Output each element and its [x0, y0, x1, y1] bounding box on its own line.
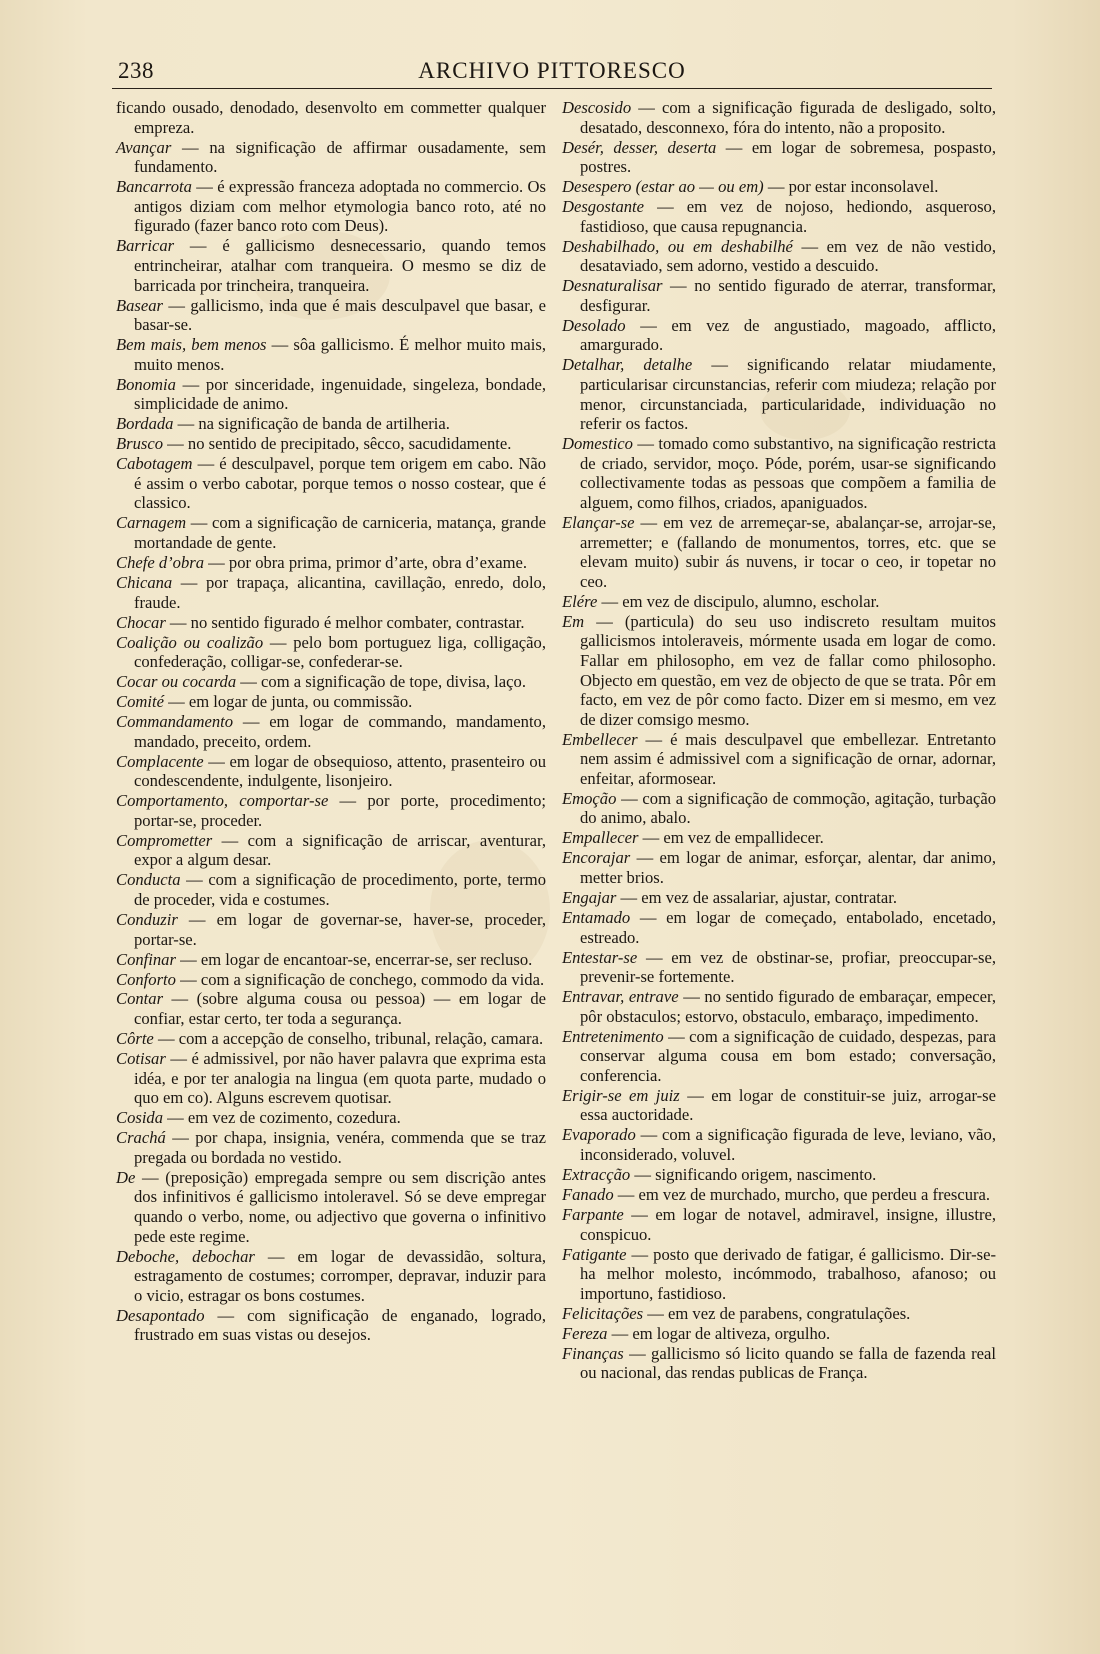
dictionary-entry — [562, 98, 996, 137]
dictionary-entry — [562, 138, 996, 177]
entry-term: Chefe d’obra — [116, 552, 205, 572]
entry-term: Empallecer — [562, 828, 639, 848]
entry-term: Embellecer — [562, 729, 638, 749]
entry-term: Cabotagem — [116, 454, 193, 474]
dictionary-entry — [116, 970, 546, 990]
entry-term: Encorajar — [562, 848, 631, 868]
entry-term: De — [116, 1167, 136, 1187]
header-rule — [112, 88, 992, 89]
entry-term: Comité — [116, 692, 164, 712]
dictionary-entry — [116, 672, 546, 692]
entry-definition: — por sinceridade, ingenuidade, singeleza, bondade, simplicidade de animo. — [134, 374, 546, 414]
entry-definition: — em vez de arremeçar-se, abalançar-se, arrojar-se, arremetter; e (fallando de monumentos, torres, etc. que se elevam muito) subir ás nuvens, ir tocar o ceo, ir topetar no ceo. — [580, 512, 996, 591]
entry-definition: — por estar inconsolavel. — [763, 177, 939, 197]
dictionary-entry — [116, 1306, 546, 1345]
entry-definition: — tomado como substantivo, na significação restricta de criado, servidor, moço. Póde, porém, usar-se significando collectivamente todas as pessoas que compõem a familia de alguem, como filhos, criados, apaniguados. — [580, 434, 996, 512]
entry-definition: — em vez de parabens, congratulações. — [643, 1303, 911, 1323]
entry-definition: — em logar de devassidão, soltura, estragamento de costumes; corromper, depravar, induzir para o vicio, estragar os bons costumes. — [134, 1246, 546, 1305]
entry-term: Erigir-se em juiz — [562, 1085, 680, 1105]
entry-term: Desér, desser, deserta — [562, 137, 717, 157]
entry-definition: — com a significação figurada de desligado, solto, desatado, desconnexo, fóra do intento, não a proposito. — [580, 98, 996, 137]
dictionary-entry — [116, 989, 546, 1028]
dictionary-entry — [116, 791, 546, 830]
entry-definition: — pelo bom portuguez liga, colligação, confederação, colligar-se, confederar-se. — [134, 632, 546, 672]
entry-term: Felicitações — [562, 1303, 644, 1323]
running-title: ARCHIVO PITTORESCO — [418, 58, 686, 83]
entry-definition: — em logar de altiveza, orgulho. — [607, 1323, 831, 1343]
dictionary-entry — [562, 612, 996, 730]
entry-term: Avançar — [116, 137, 172, 157]
entry-definition: — com a significação de carniceria, matança, grande mortandade de gente. — [134, 513, 546, 552]
entry-term: Crachá — [116, 1128, 166, 1148]
entry-definition: — é gallicismo desnecessario, quando temos entrincheirar, atalhar com tranqueira. O mesmo se diz de barricada por trincheira, tranqueira. — [134, 236, 546, 295]
entry-definition: — com significação de enganado, logrado, frustrado em suas vistas ou desejos. — [134, 1305, 546, 1345]
dictionary-entry — [562, 1205, 996, 1244]
entry-definition: — em vez de cozimento, cozedura. — [163, 1108, 401, 1128]
entry-definition: — em vez de empallidecer. — [638, 828, 824, 848]
entry-term: Descosido — [562, 98, 632, 117]
entry-term: Desolado — [562, 315, 626, 335]
entry-definition: — em logar de governar-se, haver-se, proceder, portar-se. — [134, 909, 546, 949]
entry-term: Entravar, entrave — [562, 987, 679, 1007]
entry-definition: — (preposição) empregada sempre ou sem discrição antes dos infinitivos é gallicismo intoleravel. Só se deve empregar quando o verbo, nome, ou adjectivo que governa o infinitivo pede este regime. — [134, 1167, 546, 1246]
entry-term: Conduzir — [116, 909, 178, 929]
entry-definition: — no sentido figurado de embaraçar, empecer, pôr obstaculos; estorvo, obstaculo, embaraço, impedimento. — [580, 987, 997, 1026]
entry-term: Chocar — [116, 612, 166, 632]
dictionary-entry — [562, 730, 996, 789]
entry-term: Basear — [116, 295, 164, 315]
entry-definition: — com a significação figurada de leve, leviano, vão, inconsiderado, voluvel. — [580, 1125, 996, 1165]
entry-term: Desespero (estar ao — ou em) — [562, 177, 764, 197]
entry-term: Entretenimento — [562, 1026, 664, 1046]
entry-term: Conducta — [116, 870, 181, 890]
entry-term: Fanado — [562, 1185, 614, 1205]
entry-definition: — em logar de começado, entabolado, encetado, estreado. — [580, 907, 996, 947]
dictionary-entry — [562, 1165, 996, 1185]
dictionary-entry — [562, 987, 996, 1026]
dictionary-entry — [562, 948, 996, 987]
dictionary-entry — [116, 375, 546, 414]
dictionary-entry — [562, 592, 996, 612]
dictionary-entry — [562, 1344, 996, 1383]
entry-definition: — com a significação de commoção, agitação, turbação do animo, abalo. — [580, 788, 996, 828]
dictionary-entry — [116, 573, 546, 612]
entry-definition: — sôa gallicismo. É melhor muito mais, muito menos. — [134, 335, 546, 374]
dictionary-entry — [116, 236, 546, 295]
entry-term: Elére — [562, 591, 598, 611]
entry-definition: — significando origem, nascimento. — [630, 1165, 877, 1185]
page-number: 238 — [118, 58, 154, 83]
entry-definition: — em logar de junta, ou commissão. — [163, 692, 413, 712]
left-column — [116, 98, 546, 1345]
dictionary-entry — [116, 335, 546, 374]
entry-definition: — em logar de animar, esforçar, alentar, dar animo, metter brios. — [580, 848, 996, 888]
dictionary-entry — [562, 1027, 996, 1086]
dictionary-entry — [116, 870, 546, 909]
entry-term: Finanças — [562, 1343, 624, 1363]
entry-term: Entestar-se — [562, 947, 638, 967]
dictionary-entry — [562, 513, 996, 591]
entry-term: Bordada — [116, 414, 174, 434]
dictionary-entry — [116, 1049, 546, 1108]
entry-term: Chicana — [116, 572, 173, 592]
dictionary-entry — [116, 613, 546, 633]
entry-definition: — é mais desculpavel que embellezar. Entretanto nem assim é admissivel com a significação de ornar, adornar, enfeitar, aformosear. — [580, 729, 996, 788]
entry-term: Desnaturalisar — [562, 276, 663, 296]
dictionary-entry — [562, 1086, 996, 1125]
entry-term: Brusco — [116, 434, 164, 454]
entry-term: Entamado — [562, 907, 631, 927]
entry-definition: — (particula) do seu uso indiscreto resultam muitos gallicismos intoleraveis, mórmente usada em logar de como. Fallar em philosopho, em vez de fallar como philosopho. Objecto em questão, em vez de objecto de que se trata. Pôr em facto, em vez de pôr como facto. Dizer em si mesmo, em vez de dizer comsigo mesmo. — [580, 611, 996, 729]
dictionary-entry — [116, 712, 546, 751]
dictionary-entry — [116, 910, 546, 949]
entry-term: Comportamento, comportar-se — [116, 791, 329, 811]
right-column — [562, 98, 996, 1383]
entry-definition: — no sentido de precipitado, sêcco, sacudidamente. — [163, 434, 512, 454]
entry-term: Desgostante — [562, 197, 645, 217]
dictionary-entry — [116, 633, 546, 672]
entry-definition: — em logar de commando, mandamento, mandado, preceito, ordem. — [134, 712, 546, 751]
entry-definition: — é expressão franceza adoptada no commercio. Os antigos diziam com melhor etymologia banco roto, até no figurado (fazer banco roto com Deus). — [134, 177, 546, 236]
entry-term: Comprometter — [116, 830, 213, 850]
dictionary-entry — [116, 950, 546, 970]
entry-definition: — é desculpavel, porque tem origem em cabo. Não é assim o verbo cabotar, porque temos o nosso costear, que é classico. — [134, 454, 546, 513]
entry-term: Coalição ou coalizão — [116, 632, 264, 652]
dictionary-entry — [116, 1128, 546, 1167]
entry-definition: — gallicismo, inda que é mais desculpavel que basar, e basar-se. — [134, 295, 546, 335]
entry-definition: — em vez de não vestido, desataviado, sem adorno, vestido a descuido. — [580, 236, 996, 276]
dictionary-entry — [116, 553, 546, 573]
entry-term: Domestico — [562, 434, 633, 454]
entry-definition: — em logar de encantoar-se, encerrar-se, ser recluso. — [175, 949, 533, 969]
entry-term: Bancarrota — [116, 177, 192, 197]
dictionary-entry — [116, 513, 546, 552]
entry-definition: — por trapaça, alicantina, cavillação, enredo, dolo, fraude. — [134, 572, 546, 612]
dictionary-entry — [116, 177, 546, 236]
dictionary-entry — [562, 848, 996, 887]
dictionary-entry — [116, 1108, 546, 1128]
entry-definition: ficando ousado, denodado, desenvolto em commetter qualquer empreza. — [116, 98, 546, 137]
dictionary-entry — [562, 177, 996, 197]
dictionary-entry — [116, 831, 546, 870]
entry-term: Confinar — [116, 949, 176, 969]
entry-definition: — com a accepção de conselho, tribunal, relação, camara. — [153, 1029, 544, 1049]
dictionary-entry — [562, 888, 996, 908]
dictionary-entry — [562, 1185, 996, 1205]
entry-definition: — significando relatar miudamente, particularisar circunstancias, referir com miudeza; relação por menor, circunstanciada, particularidade, individuação no referir os factos. — [580, 355, 996, 434]
entry-term: Conforto — [116, 969, 176, 989]
entry-definition: — em logar de constituir-se juiz, arrogar-se essa auctoridade. — [580, 1085, 996, 1125]
entry-definition: — em vez de murchado, murcho, que perdeu a frescura. — [613, 1185, 991, 1205]
entry-term: Cotisar — [116, 1049, 166, 1069]
dictionary-entry — [562, 1125, 996, 1164]
dictionary-entry — [116, 692, 546, 712]
entry-term: Extracção — [562, 1165, 631, 1185]
entry-term: Cosida — [116, 1108, 164, 1128]
entry-definition: — por chapa, insignia, venéra, commenda que se traz pregada ou bordada no vestido. — [134, 1128, 546, 1167]
entry-definition: — posto que derivado de fatigar, é gallicismo. Dir-se-ha melhor molesto, incómmodo, trabalhoso, afanoso; ou importuno, fastidioso. — [580, 1244, 996, 1303]
entry-definition: — com a significação de cuidado, despezas, para conservar alguma cousa em bom estado; conversação, conferencia. — [580, 1026, 996, 1085]
entry-definition: — em vez de nojoso, hediondo, asqueroso, fastidioso, que causa repugnancia. — [580, 197, 996, 236]
entry-definition: — em logar de sobremesa, pospasto, postres. — [580, 137, 996, 177]
entry-term: Bem mais, bem menos — [116, 335, 267, 355]
dictionary-entry — [116, 98, 546, 137]
dictionary-entry — [116, 1029, 546, 1049]
entry-definition: — (sobre alguma cousa ou pessoa) — em logar de confiar, estar certo, ter toda a segurança. — [134, 989, 546, 1029]
dictionary-entry — [562, 1245, 996, 1304]
entry-definition: — com a significação de procedimento, porte, termo de proceder, vida e costumes. — [134, 870, 546, 909]
entry-definition: — por porte, procedimento; portar-se, proceder. — [134, 791, 546, 830]
entry-definition: — no sentido figurado de aterrar, transformar, desfigurar. — [580, 276, 996, 315]
dictionary-entry — [116, 138, 546, 177]
entry-definition: — é admissivel, por não haver palavra que exprima esta idéa, e por ter analogia na lingua (em quota parte, mudado o quo em co). Alguns escrevem quotisar. — [134, 1049, 546, 1108]
dictionary-entry — [562, 828, 996, 848]
entry-definition: — em vez de obstinar-se, profiar, preoccupar-se, prevenir-se fortemente. — [580, 947, 996, 987]
dictionary-entry — [562, 908, 996, 947]
entry-definition: — em vez de assalariar, ajustar, contratar. — [616, 888, 898, 907]
entry-definition: — em vez de angustiado, magoado, afflicto, amargurado. — [580, 315, 996, 355]
dictionary-entry — [562, 1304, 996, 1324]
dictionary-entry — [116, 752, 546, 791]
entry-term: Contar — [116, 989, 164, 1009]
dictionary-entry — [562, 197, 996, 236]
entry-term: Evaporado — [562, 1125, 636, 1145]
entry-term: Deshabilhado, ou em deshabilhé — [562, 236, 793, 256]
dictionary-entry — [562, 237, 996, 276]
dictionary-entry — [562, 355, 996, 433]
entry-term: Emoção — [562, 788, 617, 808]
entry-term: Cocar ou cocarda — [116, 672, 237, 692]
dictionary-entry — [562, 789, 996, 828]
entry-definition: — na significação de affirmar ousadamente, sem fundamento. — [134, 137, 546, 177]
entry-term: Complacente — [116, 751, 204, 771]
dictionary-entry — [116, 454, 546, 513]
entry-definition: — por obra prima, primor d’arte, obra d’exame. — [204, 552, 528, 572]
dictionary-entry — [562, 434, 996, 512]
entry-term: Fatigante — [562, 1244, 627, 1264]
entry-definition: — em vez de discipulo, alumno, escholar. — [597, 591, 880, 611]
entry-term: Carnagem — [116, 513, 187, 533]
dictionary-entry — [116, 434, 546, 454]
entry-term: Fereza — [562, 1323, 608, 1343]
dictionary-entry — [116, 296, 546, 335]
entry-definition: — gallicismo só licito quando se falla de fazenda real ou nacional, das rendas publicas de França. — [580, 1343, 996, 1383]
entry-term: Deboche, debochar — [116, 1246, 255, 1266]
running-header — [112, 58, 992, 88]
entry-term: Côrte — [116, 1029, 154, 1049]
dictionary-entry — [116, 1168, 546, 1246]
entry-term: Engajar — [562, 888, 617, 907]
entry-definition: — com a significação de arriscar, aventurar, expor a algum desar. — [134, 830, 546, 870]
entry-term: Farpante — [562, 1205, 624, 1225]
dictionary-entry — [562, 1324, 996, 1344]
dictionary-entry — [562, 276, 996, 315]
entry-term: Commandamento — [116, 712, 234, 732]
entry-definition: — com a significação de conchego, commodo da vida. — [175, 969, 545, 989]
entry-term: Em — [562, 611, 585, 631]
dictionary-entry — [116, 1247, 546, 1306]
entry-definition: — no sentido figurado é melhor combater, contrastar. — [165, 612, 525, 632]
entry-definition: — com a significação de tope, divisa, laço. — [236, 672, 526, 692]
entry-definition: — na significação de banda de artilheria. — [173, 414, 450, 434]
entry-term: Barricar — [116, 236, 175, 256]
entry-definition: — em logar de notavel, admiravel, insigne, illustre, conspicuo. — [580, 1205, 996, 1244]
entry-term: Bonomia — [116, 374, 176, 394]
entry-term: Desapontado — [116, 1305, 205, 1325]
entry-definition: — em logar de obsequioso, attento, prasenteiro ou condescendente, indulgente, lisonjeiro. — [134, 751, 546, 791]
dictionary-entry — [116, 414, 546, 434]
entry-term: Detalhar, detalhe — [562, 355, 693, 375]
dictionary-entry — [562, 316, 996, 355]
entry-term: Elançar-se — [562, 512, 635, 532]
